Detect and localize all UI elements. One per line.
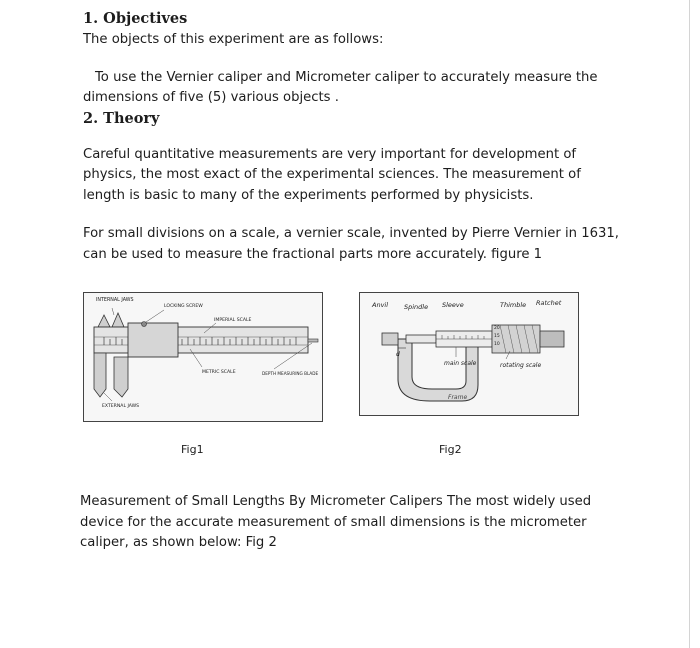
theory-paragraph-2: For small divisions on a scale, a vernier scale, invented by Pierre Vernier in 1631, can be used to measure the fractional parts more accurately. figure 1 [83,226,619,262]
objectives-intro: The objects of this experiment are as follows: [83,32,384,47]
label-frame: Frame [448,394,468,401]
thimble-tick-10: 10 [494,342,500,347]
micrometer-figure [359,292,579,416]
thimble-tick-20: 20 [494,326,500,331]
label-anvil: Anvil [372,301,389,309]
locking-screw [142,322,147,327]
label-sleeve: Sleeve [442,301,464,309]
label-external-jaws: EXTERNAL JAWS [102,404,140,409]
page-edge-shadow [689,0,690,648]
ratchet [540,331,564,347]
thimble-tick-15: 15 [494,334,500,339]
fig1-caption: Fig1 [181,443,204,456]
external-jaw-fixed [94,353,106,397]
label-internal-jaws: INTERNAL JAWS [96,298,134,303]
label-d: d [396,351,400,358]
label-depth-blade: DEPTH MEASURING BLADE [262,371,319,376]
label-metric-scale: METRIC SCALE [202,370,236,375]
internal-jaw-right [112,313,124,327]
label-imperial-scale: IMPERIAL SCALE [214,318,252,323]
external-jaw-sliding [114,357,128,397]
theory-heading: 2. Theory [83,109,160,127]
micrometer-drawing [360,293,578,415]
vernier-caliper-drawing [84,293,322,421]
label-locking-screw: LOCKING SCREW [164,304,203,309]
theory-paragraph-3: Measurement of Small Lengths By Micrometer Calipers The most widely used device for the accurate measurement of small dimensions is the micrometer caliper, as shown below: Fig 2 [80,494,592,550]
label-rotating-scale: rotating scale [500,362,542,369]
micrometer-frame [398,339,478,401]
label-thimble: Thimble [500,301,527,309]
label-ratchet: Ratchet [536,299,562,307]
vernier-slider [128,323,178,357]
label-main-scale: main scale [444,360,477,367]
objectives-aim: To use the Vernier caliper and Micrometer caliper to accurately measure the dimensions of five (5) various objects . [83,69,598,105]
vernier-caliper-figure [83,292,323,422]
label-spindle: Spindle [404,303,429,311]
document-body [83,9,623,265]
spindle [406,335,436,343]
anvil [382,333,398,345]
figures-row [83,290,603,460]
main-beam [94,327,308,353]
internal-jaw-left [98,315,110,327]
depth-blade [308,339,318,342]
theory-paragraph-1: Careful quantitative measurements are very important for development of physics, the most exact of the experimental sciences. The measurement of length is basic to many of the experiments performed by physicists. [83,146,581,203]
fig2-caption: Fig2 [439,443,462,456]
objectives-heading: 1. Objectives [83,10,188,27]
